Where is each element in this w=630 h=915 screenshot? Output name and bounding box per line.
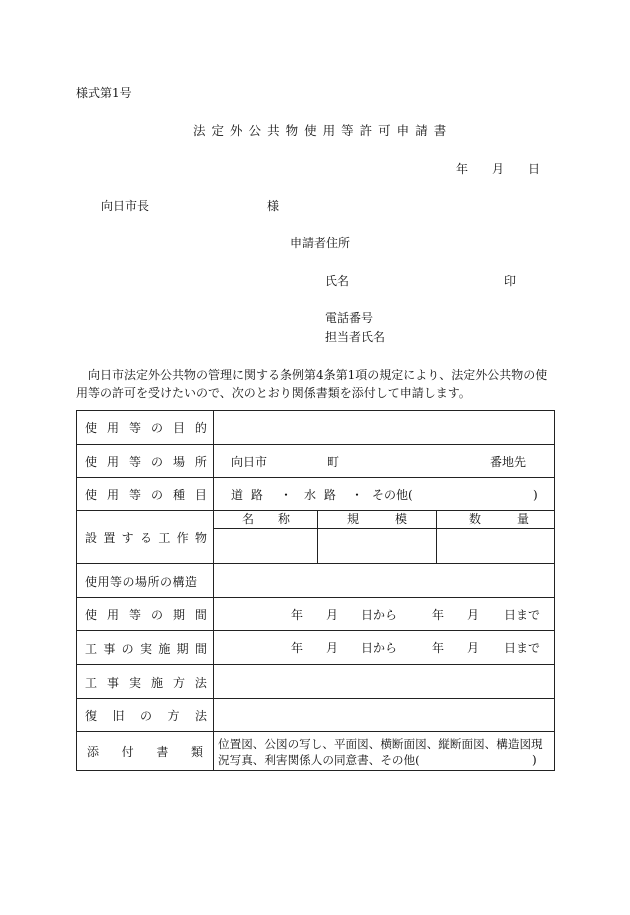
label-char: 使 (85, 455, 98, 469)
work-method-field[interactable] (214, 665, 554, 699)
kind-close-paren: ) (533, 488, 538, 502)
period-month-from: 月 (326, 608, 339, 622)
label-char: 等 (128, 455, 141, 469)
row-site-structure (77, 563, 554, 598)
place-field[interactable] (214, 445, 554, 478)
label-char: 使 (85, 488, 98, 502)
attachments-line-1: 位置図、公図の写し、平面図、横断面図、縦断面図、構造図現 (218, 737, 543, 751)
label-char: の (150, 608, 163, 622)
label-char: 用 (106, 421, 119, 435)
structure-scale-field[interactable] (318, 529, 436, 564)
label-char: 間 (194, 608, 207, 622)
label-char: の (139, 709, 152, 723)
label-char: 所 (194, 455, 207, 469)
row-attachments (77, 731, 554, 771)
contact-label: 担当者氏名 (325, 330, 386, 344)
label-char: 場 (172, 455, 185, 469)
col-qty-header: 数 量 (469, 512, 530, 526)
form-number: 様式第1号 (76, 86, 132, 100)
label-char: 使 (85, 608, 98, 622)
title-char: 外 (230, 123, 249, 138)
label-char: 間 (194, 641, 207, 656)
label-char: 種 (172, 488, 185, 502)
period-year-from: 年 (291, 608, 304, 622)
period-month-to: 月 (467, 608, 480, 622)
label-char: 等 (128, 488, 141, 502)
period-day-to: 日まで (504, 608, 541, 622)
kind-dot-2: ・ (351, 488, 364, 502)
row-place (77, 444, 554, 478)
label-char: の (121, 641, 134, 656)
label-char: 事 (106, 675, 119, 690)
period-year-to: 年 (432, 608, 445, 622)
kind-dot-1: ・ (280, 488, 293, 502)
title-char: 共 (267, 123, 286, 138)
label-char: の (150, 455, 163, 469)
kind-option-road[interactable]: 道 路 (231, 488, 265, 502)
label-work-period (77, 631, 213, 665)
applicant-name-label: 氏名 (325, 274, 350, 288)
title-char: 用 (322, 123, 342, 138)
label-char: 実 (139, 641, 152, 656)
place-lot: 番地先 (490, 455, 527, 469)
seal-label: 印 (504, 274, 517, 288)
row-restore (77, 698, 554, 732)
label-char: 使 (85, 421, 98, 435)
label-char: 期 (172, 608, 185, 622)
period-day-from: 日から (361, 608, 398, 622)
title-char: 物 (285, 123, 305, 138)
label-period (77, 598, 213, 631)
label-char: の (150, 488, 163, 502)
title-char: 書 (433, 123, 453, 138)
label-char: 法 (194, 709, 207, 723)
label-char: 用 (106, 488, 119, 502)
kind-option-other[interactable]: その他( (372, 488, 413, 502)
label-char: 方 (172, 675, 185, 690)
label-char: 用 (106, 608, 119, 622)
work-period-year-from: 年 (291, 641, 304, 655)
row-work-method (77, 664, 554, 699)
label-char: 書 (156, 745, 169, 759)
title-char: 可 (378, 123, 397, 138)
label-char: 実 (128, 675, 141, 690)
row-work-period (77, 630, 554, 665)
title-char: 公 (248, 123, 268, 138)
row-structure (77, 510, 554, 564)
structure-name-field[interactable] (214, 529, 317, 564)
label-char: る (139, 531, 152, 545)
label-char: 工 (85, 641, 98, 656)
row-kind (77, 477, 554, 511)
structure-qty-field[interactable] (437, 529, 554, 564)
row-purpose (77, 411, 554, 444)
structure-header (214, 511, 554, 528)
label-char: 方 (167, 709, 180, 723)
date-month: 月 (492, 162, 505, 176)
label-char: 法 (194, 675, 207, 690)
title-char: 法 (193, 123, 212, 138)
title-char: 定 (211, 123, 231, 138)
kind-option-water[interactable]: 水 路 (304, 488, 338, 502)
title-char: 許 (359, 123, 379, 138)
kind-field (214, 478, 554, 511)
label-char: 添 (87, 745, 100, 759)
label-char: 工 (85, 675, 98, 690)
place-city: 向日市 (231, 455, 268, 469)
date-year: 年 (456, 162, 469, 176)
title-char: 等 (341, 123, 360, 138)
work-period-year-to: 年 (432, 641, 445, 655)
label-char: の (150, 421, 163, 435)
label-purpose (77, 411, 213, 444)
label-kind (77, 478, 213, 511)
label-char: 用 (106, 455, 119, 469)
place-town: 町 (327, 455, 340, 469)
label-char: 目 (194, 488, 207, 502)
period-field[interactable] (214, 598, 554, 631)
work-period-month-from: 月 (326, 641, 339, 655)
label-char: 類 (190, 745, 203, 759)
label-char: 的 (194, 421, 207, 435)
label-char: 工 (158, 531, 171, 545)
label-char: 復 (85, 709, 98, 723)
site-structure-field[interactable] (214, 564, 554, 598)
label-char: 作 (176, 531, 189, 545)
label-work-method (77, 665, 213, 699)
title-char: 請 (415, 123, 434, 138)
document-title (193, 124, 452, 138)
label-char: 事 (103, 641, 116, 656)
label-site-structure: 使用等の場所の構造 (85, 574, 198, 589)
work-period-day-to: 日まで (504, 641, 541, 655)
label-char: 等 (128, 421, 141, 435)
label-char: す (121, 531, 134, 545)
row-period (77, 597, 554, 631)
application-table (76, 410, 555, 771)
attachments-close-paren: ) (532, 753, 537, 767)
label-char: 付 (121, 745, 134, 759)
label-char: 設 (85, 531, 98, 545)
label-char: 物 (194, 531, 207, 545)
title-char: 使 (304, 123, 323, 138)
label-place (77, 445, 213, 478)
addressee-honorific: 様 (267, 199, 280, 213)
col-scale-header: 規 模 (347, 512, 408, 526)
label-char: 目 (172, 421, 185, 435)
attachments-field (214, 732, 554, 771)
work-period-day-from: 日から (361, 641, 398, 655)
attachments-line-2: 況写真、利害関係人の同意書、その他( (218, 753, 420, 767)
label-char: 施 (150, 675, 163, 690)
label-char: 期 (176, 641, 189, 656)
label-structure (77, 511, 213, 564)
phone-label: 電話番号 (325, 311, 374, 325)
label-restore (77, 699, 213, 732)
addressee-name: 向日市長 (101, 199, 150, 213)
label-char: 施 (158, 641, 171, 656)
label-char: 等 (128, 608, 141, 622)
date-day: 日 (528, 162, 541, 176)
purpose-field[interactable] (214, 411, 554, 444)
label-char: 旧 (112, 709, 125, 723)
work-period-month-to: 月 (467, 641, 480, 655)
col-name-header: 名 称 (242, 512, 291, 526)
intro-text: 向日市法定外公共物の管理に関する条例第4条第1項の規定により、法定外公共物の使用等の許可を受けたいので、次のとおり関係書類を添付して申請します。 (76, 368, 548, 400)
title-char: 申 (396, 123, 416, 138)
label-attachments (77, 732, 213, 771)
restore-field[interactable] (214, 699, 554, 732)
label-char: 置 (103, 531, 116, 545)
applicant-address-label: 申請者住所 (290, 236, 351, 250)
work-period-field[interactable] (214, 631, 554, 665)
